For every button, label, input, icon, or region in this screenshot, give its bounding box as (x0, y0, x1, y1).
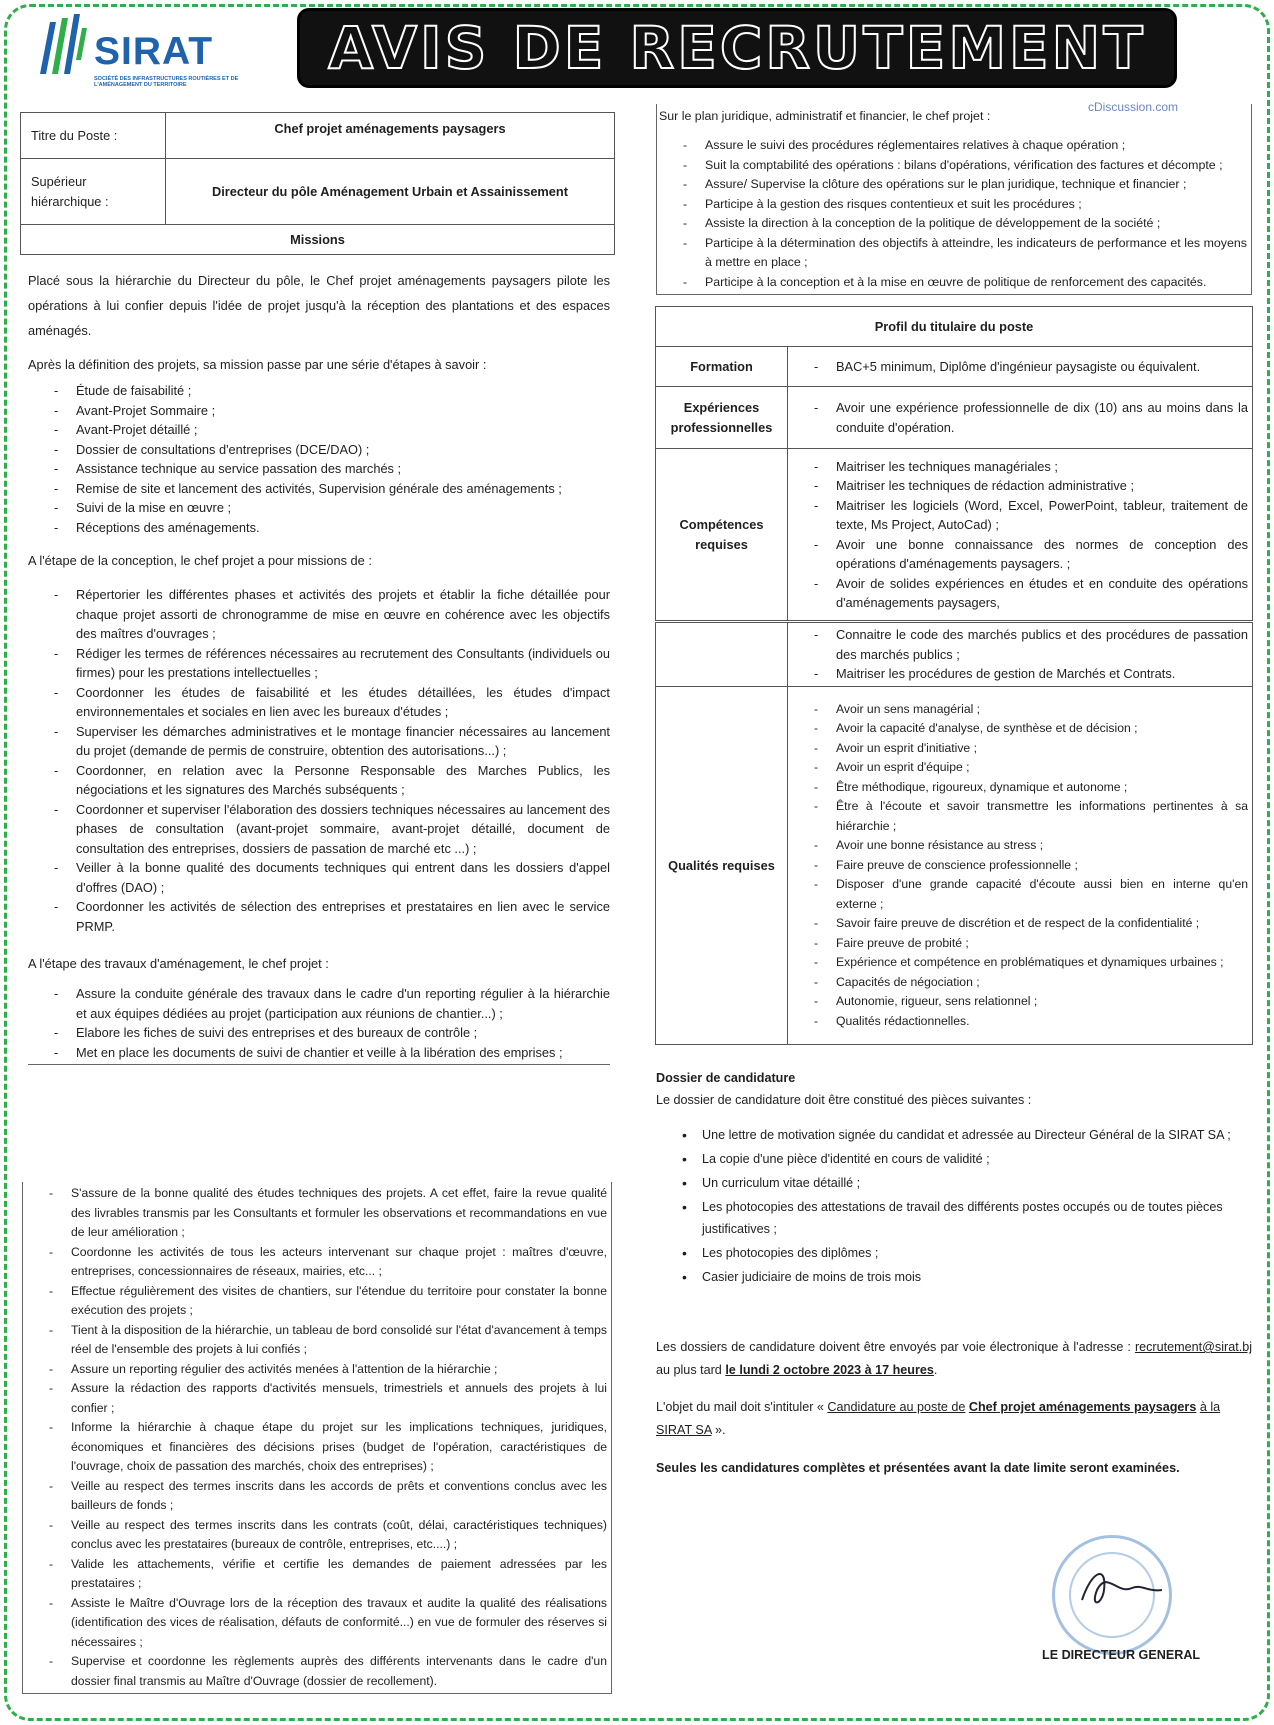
list-item: - Assure la rédaction des rapports d'activités mensuels, trimestriels et annuels des projets à lui confier ; (23, 1379, 607, 1418)
list-item: - Savoir faire preuve de discrétion et de respect de la confidentialité ; (788, 914, 1248, 934)
list-item: - Coordonner les études de faisabilité et les études détaillées, les études d'impact environnementales et sociales en lien avec les bureaux d'études ; (28, 683, 610, 722)
list-item: - Avoir une bonne résistance au stress ; (788, 836, 1248, 856)
juridique-box (656, 104, 1252, 295)
list-item: • Les photocopies des diplômes ; (656, 1242, 1252, 1264)
juridique-list (657, 136, 1247, 292)
list-item: - Maitriser les logiciels (Word, Excel, PowerPoint, tableur, traitement de texte, Ms Project, AutoCad) ; (788, 496, 1248, 535)
experiences-label-line1: Expériences (683, 399, 760, 415)
logo-stripes-icon (34, 14, 94, 76)
list-item: - Suivi de la mise en œuvre ; (28, 498, 610, 518)
list-item: - Participe à la détermination des objectifs à atteindre, les indicateurs de performance et les moyens à mettre en place ; (657, 234, 1247, 273)
competences-b-label-cell (656, 623, 788, 687)
list-item: - Avant-Projet détaillé ; (28, 420, 610, 440)
list-item: - Maitriser les procédures de gestion de Marchés et Contrats. (788, 664, 1248, 684)
list-item: - Met en place les documents de suivi de chantier et veille à la libération des emprises ; (28, 1043, 610, 1063)
envoi-text: Les dossiers de candidature doivent être envoyés par voie électronique à l'adresse : (656, 1340, 1131, 1354)
list-item: - Avoir un esprit d'initiative ; (788, 739, 1248, 759)
poste-label: Titre du Poste : (21, 113, 166, 159)
competences-label-line2: requises (695, 536, 748, 552)
list-item: - Coordonne les activités de tous les acteurs intervenant sur chaque projet : maîtres d'œuvre, entreprises, concessionnaires de réseaux, mairies, etc... ; (23, 1243, 607, 1282)
list-item: - Connaitre le code des marchés publics et des procédures de passation des marchés publics ; (788, 625, 1248, 664)
list-item: - Superviser les démarches administratives et le montage financier nécessaires au lancement du projet (demande de permis de construire, obtention des autorisations...) ; (28, 722, 610, 761)
superieur-label (21, 159, 166, 225)
list-item: - Assiste la direction à la conception de la politique de développement de la société ; (657, 214, 1247, 234)
logo-subtitle: SOCIÉTÉ DES INFRASTRUCTURES ROUTIÈRES ET DE L'AMÉNAGEMENT DU TERRITOIRE (94, 76, 239, 88)
list-item: - Réceptions des aménagements. (28, 518, 610, 538)
list-item: - Disposer d'une grande capacité d'écoute aussi bien en interne qu'en externe ; (788, 875, 1248, 914)
list-item: - Étude de faisabilité ; (28, 381, 610, 401)
conception-intro: A l'étape de la conception, le chef projet a pour missions de : (28, 553, 372, 568)
list-item: • Un curriculum vitae détaillé ; (656, 1172, 1252, 1194)
objet-suffix: à la SIRAT SA (656, 1400, 1221, 1437)
list-item: - Avoir une expérience professionnelle de dix (10) ans au moins dans la conduite d'opération. (788, 398, 1248, 437)
list-item: • Une lettre de motivation signée du candidat et adressée au Directeur Général de la SIRAT SA ; (656, 1124, 1252, 1146)
objet-text: Candidature au poste de (827, 1400, 966, 1414)
list-item: - Participe à la gestion des risques contentieux et suit les procédures ; (657, 195, 1247, 215)
list-item: - Coordonner les activités de sélection des entreprises et prestataires en lien avec le service PRMP. (28, 897, 610, 936)
list-item: - Informe la hiérarchie à chaque étape du projet sur les implications techniques, juridiques, économiques et financières des décisions prises (budget de l'opération, caractéristiques de l'ouvrage, choix de passation des marchés, choix des entreprises) ; (23, 1418, 607, 1477)
profil-table (655, 306, 1253, 621)
missions-body (28, 268, 610, 1065)
travaux-intro: A l'étape des travaux d'aménagement, le chef projet : (28, 956, 329, 971)
dossier-title: Dossier de candidature (656, 1071, 796, 1085)
objet-prefix: L'objet du mail doit s'intituler « (656, 1400, 824, 1414)
dossier-section (656, 1068, 1252, 1478)
superieur-label-line2: hiérarchique : (31, 193, 109, 209)
list-item: - Assure la conduite générale des travaux dans le cadre d'un reporting régulier à la hiérarchie et aux équipes dédiées au projet (participation aux réunions de chantier...) ; (28, 984, 610, 1023)
travaux-list-a (28, 984, 610, 1065)
list-item: - S'assure de la bonne qualité des études techniques des projets. A cet effet, faire la revue qualité des livrables transmis par les Consultants et formuler les observations et recommandations en vue de leur amélioration ; (23, 1184, 607, 1243)
profil-title: Profil du titulaire du poste (656, 307, 1253, 347)
list-item: - Expérience et compétence en problématiques et dynamiques urbaines ; (788, 953, 1248, 973)
objet-bold: Chef projet aménagements paysagers (968, 1400, 1197, 1414)
superieur-value: Directeur du pôle Aménagement Urbain et Assainissement (166, 159, 615, 225)
experiences-list (788, 398, 1248, 437)
formation-label: Formation (656, 347, 788, 387)
list-item: • Les photocopies des attestations de travail des différents postes occupés ou de toutes pièces justificatives ; (656, 1196, 1252, 1240)
sirat-logo (34, 8, 239, 90)
list-item: • La copie d'une pièce d'identité en cours de validité ; (656, 1148, 1252, 1170)
logo-wordmark: SIRAT (94, 30, 214, 73)
competences-label (656, 449, 788, 621)
objet-end: ». (715, 1423, 726, 1437)
envoi-email-link[interactable]: recrutement@sirat.bj (1134, 1340, 1253, 1354)
list-item: - Elabore les fiches de suivi des entreprises et des bureaux de contrôle ; (28, 1023, 610, 1043)
list-item: - Supervise et coordonne les règlements auprès des différents intervenants dans le cadre d'un dossier final transmis au Maître d'Ouvrage (dossier de recollement). (23, 1652, 607, 1691)
list-item: - Assure le suivi des procédures réglementaires relatives à chaque opération ; (657, 136, 1247, 156)
superieur-label-line1: Supérieur (31, 173, 87, 189)
list-item: - Assure un reporting régulier des activités menées à l'attention de la hiérarchie ; (23, 1360, 607, 1380)
list-item: - Être méthodique, rigoureux, dynamique et autonome ; (788, 778, 1248, 798)
poste-value: Chef projet aménagements paysagers (166, 113, 615, 159)
list-item: - Veille au respect des termes inscrits dans les accords de prêts et conventions conclus avec les bailleurs de fonds ; (23, 1477, 607, 1516)
competences-list (788, 457, 1248, 613)
envoi-mid: au plus tard (656, 1363, 722, 1377)
travaux-box (22, 1182, 612, 1694)
list-item: - Suit la comptabilité des opérations : bilans d'opérations, vérification des factures et décompte ; (657, 156, 1247, 176)
etapes-intro: Après la définition des projets, sa mission passe par une série d'étapes à savoir : (28, 357, 487, 372)
list-item: - Avoir de solides expériences en études et en conduite des opérations d'aménagements paysagers, (788, 574, 1248, 613)
list-item: - Avoir un esprit d'équipe ; (788, 758, 1248, 778)
list-item: - Assistance technique au service passation des marchés ; (28, 459, 610, 479)
list-item: - Avoir une bonne connaissance des normes de conception des opérations d'aménagements paysagers. ; (788, 535, 1248, 574)
experiences-label (656, 387, 788, 449)
signature-icon (1062, 1560, 1182, 1620)
dossier-intro: Le dossier de candidature doit être constitué des pièces suivantes : (656, 1093, 1032, 1107)
qualites-list (788, 700, 1248, 1032)
list-item: - Capacités de négociation ; (788, 973, 1248, 993)
list-item: - Faire preuve de conscience professionnelle ; (788, 856, 1248, 876)
formation-list (788, 357, 1248, 377)
list-item: - Répertorier les différentes phases et activités des projets et établir la fiche détaillée pour chaque projet assorti de chronogramme de mise en œuvre en cohérence avec les objectifs des maîtres d'ouvrages ; (28, 585, 610, 644)
list-item: - Rédiger les termes de références nécessaires au recrutement des Consultants (individuels ou firmes) pour les prestations intellectuelles ; (28, 644, 610, 683)
juridique-intro: Sur le plan juridique, administratif et financier, le chef projet : (659, 109, 991, 123)
list-item: - Maitriser les techniques managériales ; (788, 457, 1248, 477)
envoi-date: le lundi 2 octobre 2023 à 17 heures (725, 1363, 934, 1377)
list-item: - Dossier de consultations d'entreprises (DCE/DAO) ; (28, 440, 610, 460)
list-item: - Être à l'écoute et savoir transmettre les informations pertinentes à sa hiérarchie ; (788, 797, 1248, 836)
seules-note: Seules les candidatures complètes et présentées avant la date limite seront examinées. (656, 1461, 1180, 1475)
conception-list (28, 585, 610, 936)
list-item: - Faire preuve de probité ; (788, 934, 1248, 954)
list-item: - Avoir un sens managérial ; (788, 700, 1248, 720)
list-item: - Effectue régulièrement des visites de chantiers, sur l'étendue du territoire pour constater la bonne exécution des projets ; (23, 1282, 607, 1321)
list-item: - Participe à la conception et à la mise en œuvre de politique de renforcement des capacités. (657, 273, 1247, 293)
list-item: - Avoir la capacité d'analyse, de synthèse et de décision ; (788, 719, 1248, 739)
list-item: - Assure/ Supervise la clôture des opérations sur le plan juridique, technique et financier ; (657, 175, 1247, 195)
title-banner (297, 8, 1177, 88)
list-item: - Qualités rédactionnelles. (788, 1012, 1248, 1032)
dossier-list (656, 1124, 1252, 1288)
profil-table-2 (655, 622, 1253, 1045)
objet-paragraph (656, 1396, 1252, 1442)
list-item: - Tient à la disposition de la hiérarchie, un tableau de bord consolidé sur l'état d'avancement à temps réel de l'ensemble des projets à lui confiés ; (23, 1321, 607, 1360)
competences-label-line1: Compétences (679, 516, 764, 532)
list-item: - Coordonner, en relation avec la Personne Responsable des Marches Publics, les négociations et les signatures des Marchés subséquents ; (28, 761, 610, 800)
list-item: - Coordonner et superviser l'élaboration des dossiers techniques nécessaires au lancement des phases de consultation (avant-projet sommaire, avant-projet détaillé, document de consultation des entreprises, dossiers de passation de marché etc ...) ; (28, 800, 610, 859)
etapes-list (28, 381, 610, 537)
poste-table (20, 112, 615, 255)
list-item: - Veiller à la bonne qualité des documents techniques qui entrent dans les dossiers d'appel d'offres (DAO) ; (28, 858, 610, 897)
travaux-list-b (23, 1184, 607, 1691)
experiences-label-line2: professionnelles (670, 419, 773, 435)
list-item: • Casier judiciaire de moins de trois mois (656, 1266, 1252, 1288)
list-item: - BAC+5 minimum, Diplôme d'ingénieur paysagiste ou équivalent. (788, 357, 1248, 377)
missions-title: Missions (21, 225, 615, 255)
list-item: - Maitriser les techniques de rédaction administrative ; (788, 476, 1248, 496)
banner-title: AVIS DE RECRUTEMENT (328, 14, 1146, 82)
watermark: cDiscussion.com (1088, 100, 1179, 114)
list-item: - Avant-Projet Sommaire ; (28, 401, 610, 421)
missions-intro: Placé sous la hiérarchie du Directeur du pôle, le Chef projet aménagements paysagers pilote les opérations à lui confier depuis l'idée de projet jusqu'à la réception des plantations et des espaces aménagés. (28, 273, 610, 338)
list-item: - Autonomie, rigueur, sens relationnel ; (788, 992, 1248, 1012)
envoi-paragraph: Les dossiers de candidature doivent être envoyés par voie électronique à l'adresse : recrutement@sirat.bj au plus tard le lundi 2 octobre 2023 à 17 heures. (656, 1340, 1253, 1377)
list-item: - Remise de site et lancement des activités, Supervision générale des aménagements ; (28, 479, 610, 499)
signature-title: LE DIRECTEUR GENERAL (1042, 1648, 1201, 1662)
competences-b-list (788, 625, 1248, 684)
qualites-label: Qualités requises (656, 687, 788, 1045)
list-item: - Assiste le Maître d'Ouvrage lors de la réception des travaux et audite la qualité des réalisations (identification des vices de réalisation, défauts de conformité...) en vue de formuler des réserves si nécessaires ; (23, 1594, 607, 1653)
list-item: - Veille au respect des termes inscrits dans les contrats (coût, délai, caractéristiques techniques) conclus avec les prestataires (bureaux de contrôle, entreprises, etc....) ; (23, 1516, 607, 1555)
list-item: - Valide les attachements, vérifie et certifie les demandes de paiement adressées par les prestataires ; (23, 1555, 607, 1594)
